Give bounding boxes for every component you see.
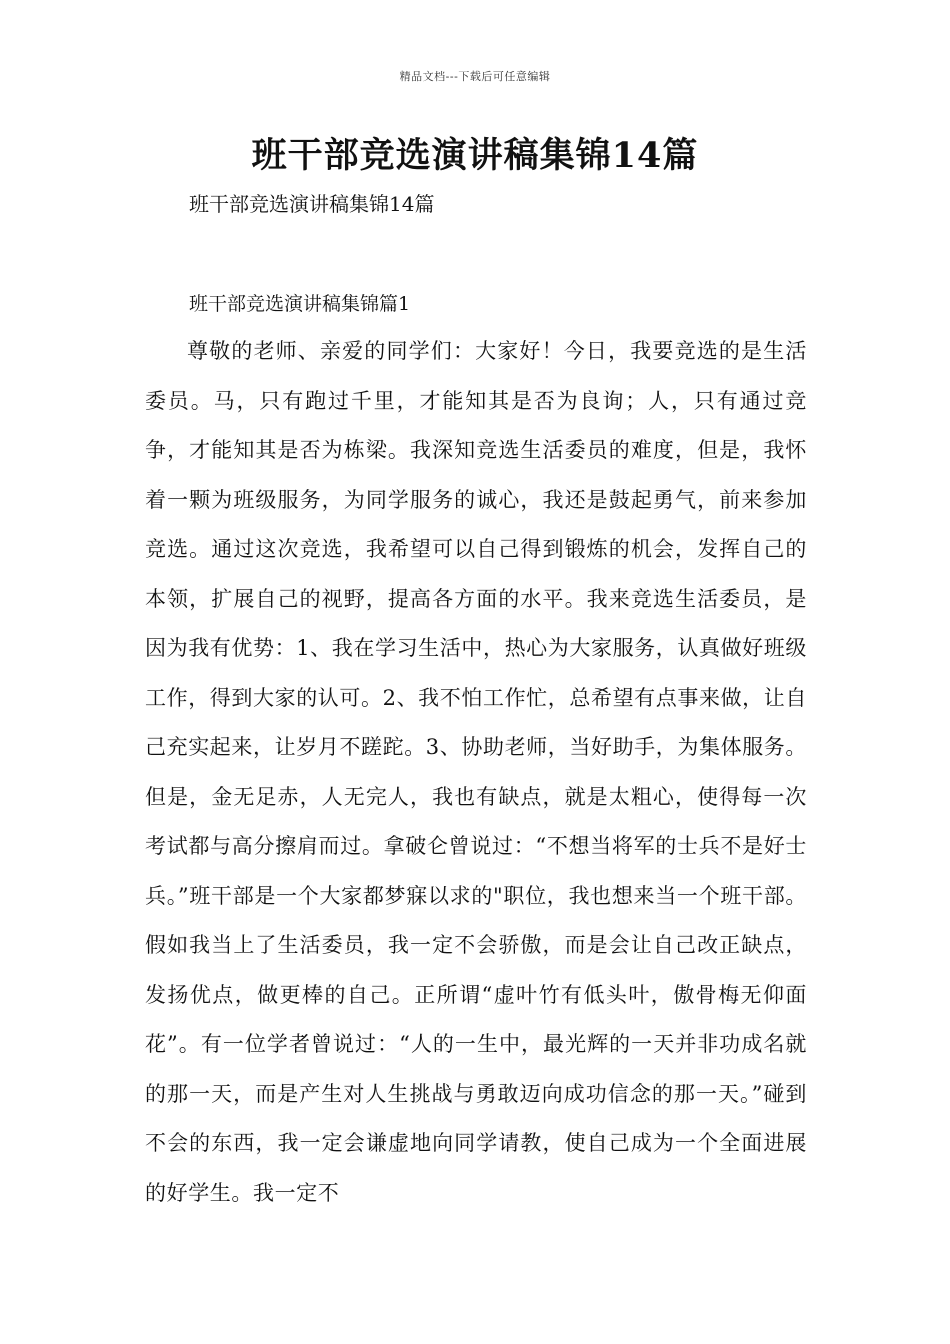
document-subtitle: 班干部竞选演讲稿集锦14篇 <box>189 192 435 216</box>
section-heading: 班干部竞选演讲稿集锦篇1 <box>189 293 411 315</box>
body-paragraph: 尊敬的老师、亲爱的同学们：大家好！今日，我要竞选的是生活委员。马，只有跑过千里，才能知其是否为良询；人，只有通过竞争，才能知其是否为栋梁。我深知竞选生活委员的难度，但是，我怀着一颗为班级服务，为同学服务的诚心，我还是鼓起勇气，前来参加竞选。通过这次竞选，我希望可以自己得到锻炼的机会，发挥自己的本领，扩展自己的视野，提高各方面的水平。我来竞选生活委员，是因为我有优势：1、我在学习生活中，热心为大家服务，认真做好班级工作，得到大家的认可。2、我不怕工作忙，总希望有点事来做，让自己充实起来，让岁月不蹉跎。3、协助老师，当好助手，为集体服务。但是，金无足赤，人无完人，我也有缺点，就是太粗心，使得每一次考试都与高分擦肩而过。拿破仑曾说过：“不想当将军的士兵不是好士兵。”班干部是一个大家都梦寐以求的"职位，我也想来当一个班干部。假如我当上了生活委员，我一定不会骄傲，而是会让自己改正缺点，发扬优点，做更棒的自己。正所谓“虚叶竹有低头叶，傲骨梅无仰面花”。有一位学者曾说过：“人的一生中，最光辉的一天并非功成名就的那一天，而是产生对人生挑战与勇敢迈向成功信念的那一天。”碰到不会的东西，我一定会谦虚地向同学请教，使自己成为一个全面进展的好学生。我一定不 <box>145 339 807 1205</box>
page-header-note: 精品文档---下载后可任意编辑 <box>399 70 551 83</box>
document-title: 班干部竞选演讲稿集锦14篇 <box>251 135 699 176</box>
